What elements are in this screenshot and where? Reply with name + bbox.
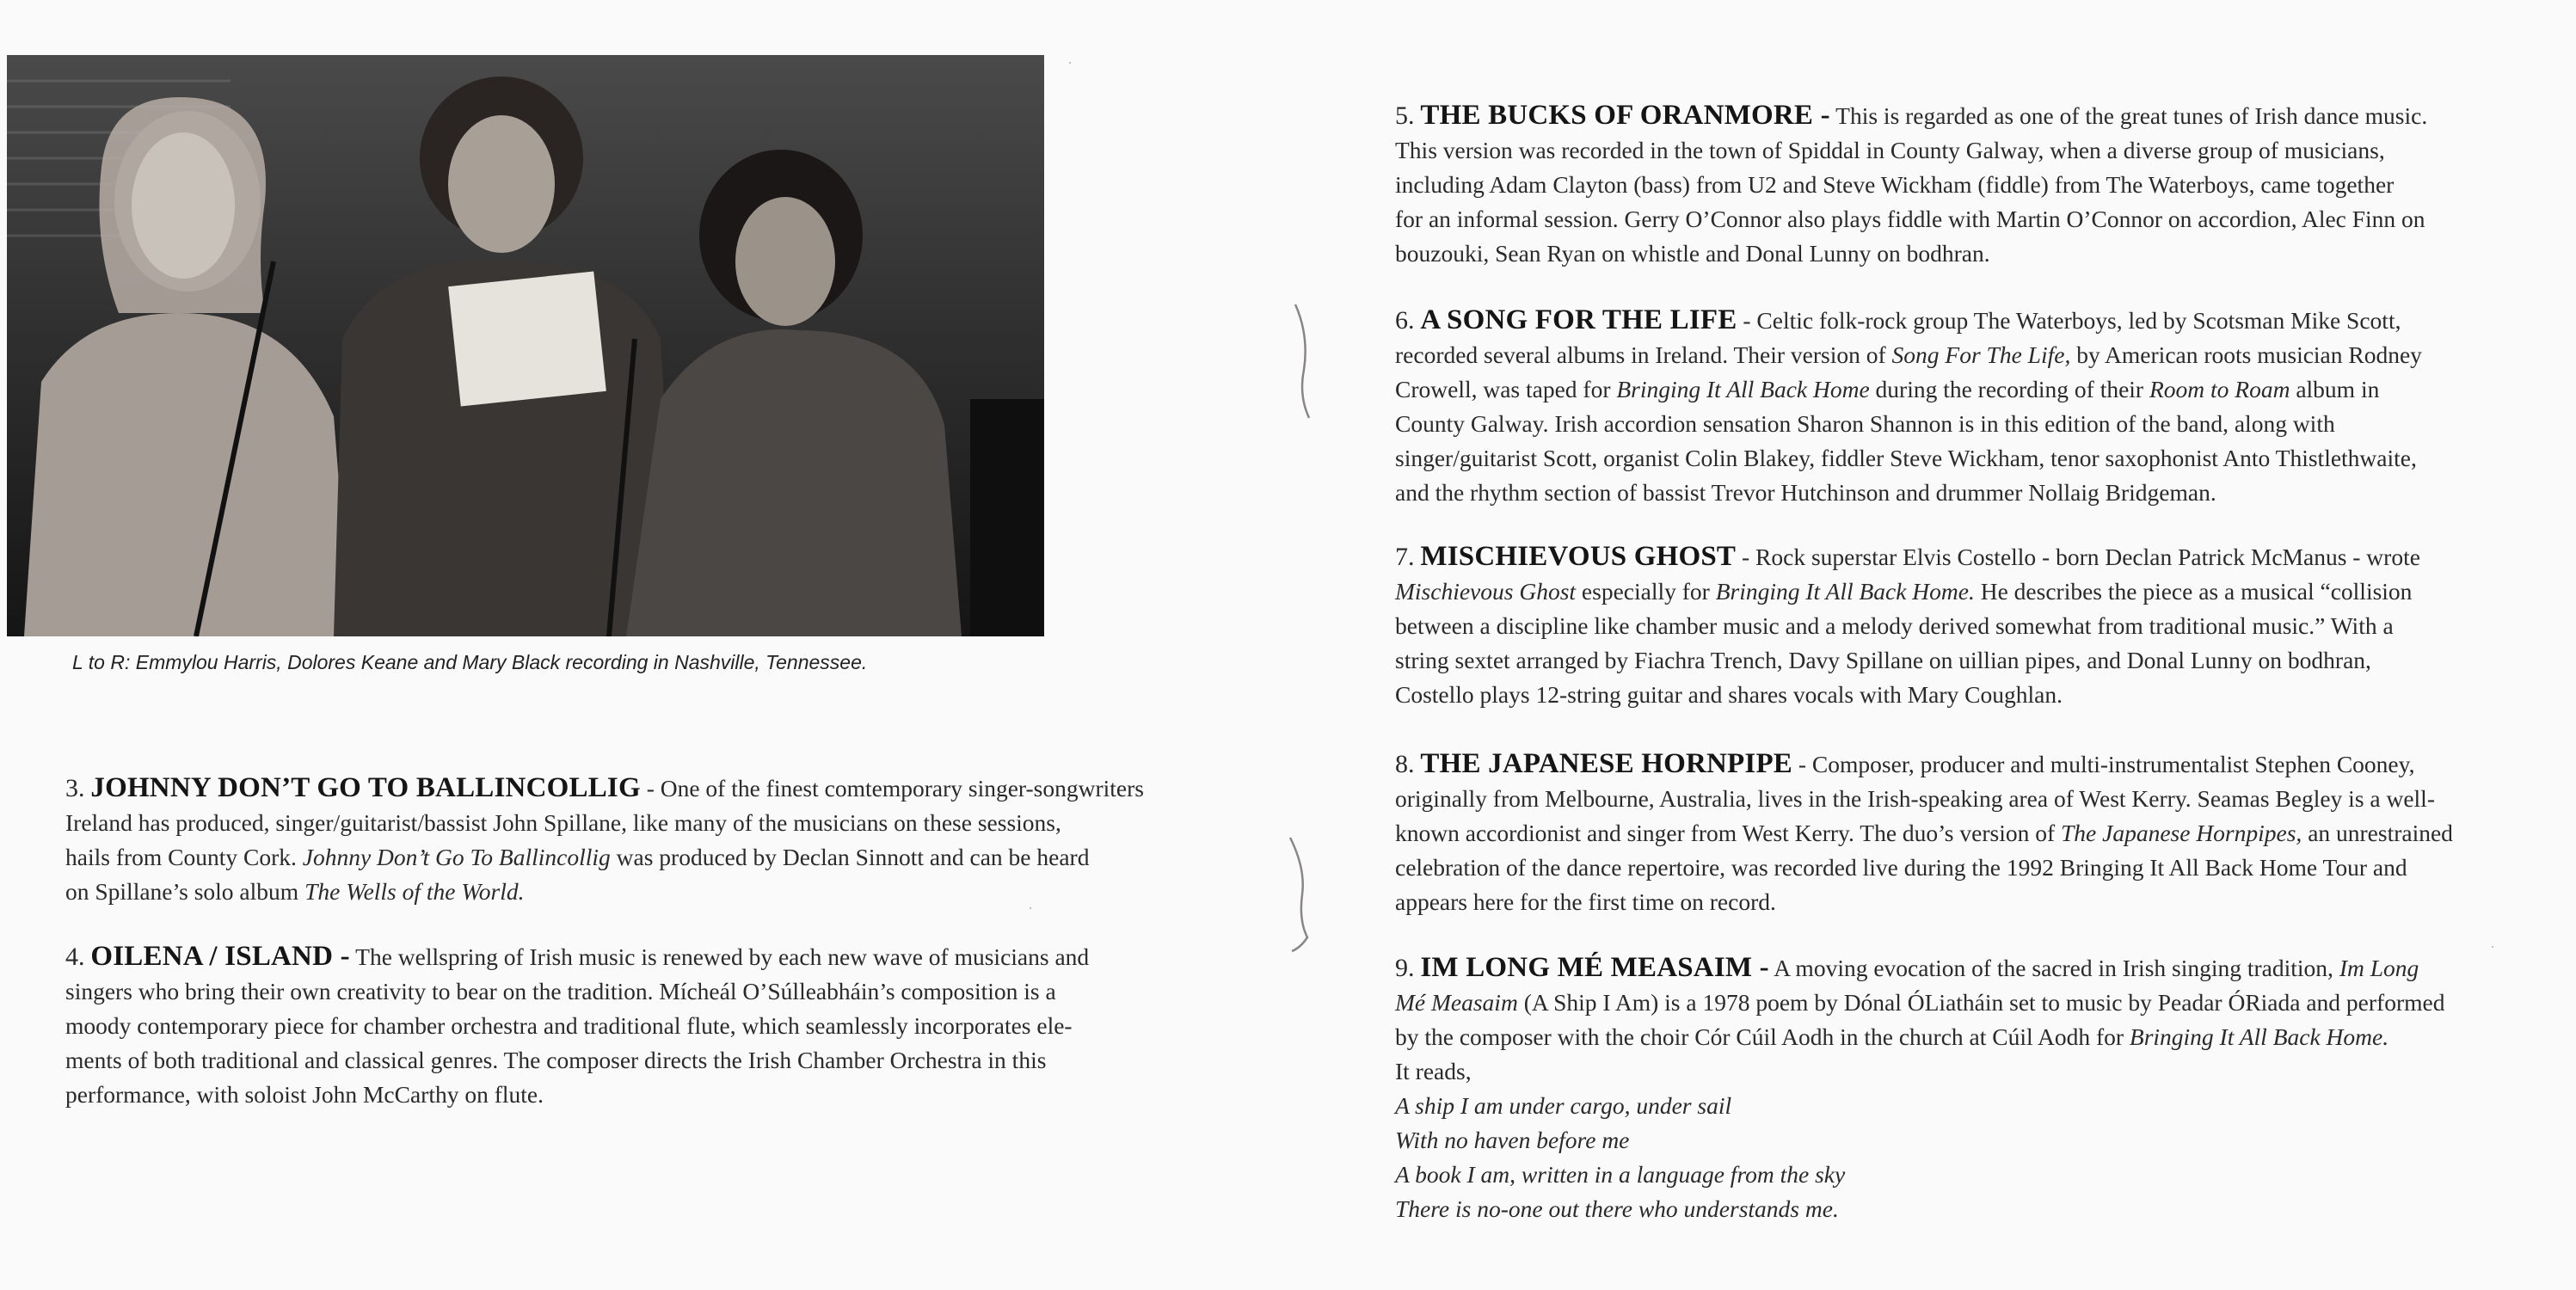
entry-text	[65, 974, 1218, 1009]
entry-line: singers who bring their own creativity to bear on the tradition. Mícheál O’Súlleabháin’s composition is a	[65, 978, 1056, 1004]
entry-text	[1395, 168, 2548, 202]
track-number: 9.	[1395, 954, 1415, 982]
entry-line: The wellspring of Irish music is renewed by each new wave of musicians and	[349, 943, 1090, 970]
entry-text	[1395, 407, 2548, 441]
entry-line: and the rhythm section of bassist Trevor Hutchinson and drummer Nollaig Bridgeman.	[1395, 479, 2216, 506]
entry-text	[1395, 98, 2548, 133]
fold-mark	[1290, 301, 1316, 421]
entry-line: by the composer with the choir Cór Cúil Aodh in the church at Cúil Aodh for	[1395, 1023, 2130, 1050]
entry-text	[1395, 1020, 2548, 1054]
entry-line: Ireland has produced, singer/guitarist/bassist John Spillane, like many of the musicians on these sessions,	[65, 809, 1061, 836]
entry-text	[65, 939, 1218, 974]
entry-line: bouzouki, Sean Ryan on whistle and Donal Lunny on bodhran.	[1395, 240, 1990, 267]
poem	[1395, 1089, 2548, 1226]
entry-text	[1395, 609, 2548, 643]
entry-italic: Room to Roam	[2149, 376, 2290, 402]
track-title: THE JAPANESE HORNPIPE	[1420, 748, 1793, 779]
entry-text	[1395, 746, 2548, 782]
track-entry-4	[65, 939, 1218, 1112]
entry-line: - Composer, producer and multi-instrumentalist Stephen Cooney,	[1792, 751, 2415, 777]
entry-text	[65, 771, 1218, 806]
entry-line: especially for	[1576, 578, 1716, 605]
entry-italic: Im Long	[2339, 955, 2419, 981]
entry-italic: Johnny Don’t Go To Ballincollig	[302, 844, 611, 870]
entry-text	[65, 1009, 1218, 1043]
entry-text	[1395, 816, 2548, 851]
entry-text	[1395, 643, 2548, 678]
entry-line: celebration of the dance repertoire, was recorded live during the 1992 Bringing It All Back Home Tour and	[1395, 854, 2407, 881]
track-number: 8.	[1395, 750, 1415, 778]
entry-text	[1395, 950, 2548, 986]
entry-text	[1395, 574, 2548, 609]
entry-line: during the recording of their	[1869, 376, 2149, 402]
entry-italic: The Japanese Hornpipes,	[2061, 820, 2302, 846]
poem-line: With no haven before me	[1395, 1127, 1630, 1153]
entry-text	[1395, 236, 2548, 271]
paper-speck	[1030, 907, 1031, 909]
paper-speck	[2492, 946, 2493, 948]
entry-italic: Bringing It All Back Home.	[2129, 1023, 2389, 1050]
track-entry-6	[1395, 303, 2548, 510]
poem-line: A book I am, written in a language from the sky	[1395, 1161, 1846, 1188]
entry-line: on Spillane’s solo album	[65, 878, 305, 905]
entry-text	[1395, 539, 2548, 574]
entry-line: singer/guitarist Scott, organist Colin Blakey, fiddler Steve Wickham, tenor saxophonist Anto Thistlethwaite,	[1395, 445, 2417, 471]
entry-line: ments of both traditional and classical genres. The composer directs the Irish Chamber Orchestra in this	[65, 1047, 1047, 1073]
track-title: IM LONG MÉ MEASAIM -	[1420, 952, 1769, 983]
entry-line: by American roots musician Rodney	[2070, 341, 2422, 368]
track-entry-8	[1395, 746, 2548, 919]
entry-text	[65, 806, 1218, 840]
track-title: THE BUCKS OF ORANMORE -	[1420, 100, 1830, 131]
entry-text	[1395, 885, 2548, 919]
entry-line: known accordionist and singer from West Kerry. The duo’s version of	[1395, 820, 2061, 846]
entry-line: including Adam Clayton (bass) from U2 and Steve Wickham (fiddle) from The Waterboys, came together	[1395, 171, 2395, 198]
entry-line: Crowell, was taped for	[1395, 376, 1617, 402]
entry-line: between a discipline like chamber music and a melody derived somewhat from traditional music.” With a	[1395, 612, 2394, 639]
paper-speck	[1069, 62, 1071, 64]
track-number: 4.	[65, 943, 85, 971]
entry-text	[1395, 986, 2548, 1020]
track-title: MISCHIEVOUS GHOST	[1420, 541, 1737, 572]
entry-text	[1395, 338, 2548, 372]
entry-line: He describes the piece as a musical “collision	[1974, 578, 2413, 605]
track-title: A SONG FOR THE LIFE	[1420, 304, 1737, 335]
track-entry-3	[65, 771, 1218, 909]
entry-text	[1395, 133, 2548, 168]
fold-mark	[1287, 834, 1313, 955]
entry-line: recorded several albums in Ireland. Their version of	[1395, 341, 1892, 368]
photo-illustration	[7, 55, 1044, 636]
poem-line: A ship I am under cargo, under sail	[1395, 1092, 1732, 1119]
entry-italic: Bringing It All Back Home	[1616, 376, 1870, 402]
entry-line: (A Ship I Am) is a 1978 poem by Dónal ÓLiatháin set to music by Peadar ÓRiada and performed	[1517, 989, 2445, 1016]
entry-line: This is regarded as one of the great tunes of Irish dance music.	[1829, 102, 2428, 129]
entry-text	[1395, 678, 2548, 712]
entry-text	[1395, 782, 2548, 816]
track-number: 7.	[1395, 543, 1415, 571]
entry-line: originally from Melbourne, Australia, lives in the Irish-speaking area of West Kerry. Seamas Begley is a well-	[1395, 785, 2435, 812]
entry-line: for an informal session. Gerry O’Connor also plays fiddle with Martin O’Connor on accordion, Alec Finn on	[1395, 206, 2425, 232]
entry-text	[1395, 441, 2548, 476]
entry-line: - Celtic folk-rock group The Waterboys, led by Scotsman Mike Scott,	[1737, 307, 2401, 334]
entry-text	[1395, 303, 2548, 338]
track-number: 5.	[1395, 101, 1415, 130]
recording-session-photo	[7, 55, 1044, 636]
entry-line: - Rock superstar Elvis Costello - born Declan Patrick McManus - wrote	[1736, 544, 2420, 570]
entry-line: moody contemporary piece for chamber orchestra and traditional flute, which seamlessly incorporates ele-	[65, 1012, 1073, 1039]
track-number: 6.	[1395, 306, 1415, 335]
entry-line: hails from County Cork.	[65, 844, 303, 870]
entry-italic: The Wells of the World.	[304, 878, 525, 905]
entry-text	[1395, 851, 2548, 885]
entry-italic: Mé Measaim	[1395, 989, 1518, 1016]
entry-line: It reads,	[1395, 1058, 1472, 1084]
entry-italic: Song For The Life,	[1891, 341, 2071, 368]
entry-text	[1395, 1054, 2548, 1089]
entry-text	[1395, 476, 2548, 510]
entry-text	[1395, 372, 2548, 407]
right-page	[1288, 0, 2576, 1290]
track-number: 3.	[65, 774, 85, 802]
entry-line: was produced by Declan Sinnott and can be heard	[610, 844, 1090, 870]
poem-line: There is no-one out there who understands me.	[1395, 1195, 1839, 1222]
track-entry-9	[1395, 950, 2548, 1226]
entry-text	[65, 875, 1218, 909]
entry-italic: Mischievous Ghost	[1395, 578, 1577, 605]
entry-text	[65, 1078, 1218, 1112]
track-title: JOHNNY DON’T GO TO BALLINCOLLIG	[90, 772, 641, 803]
photo-caption: L to R: Emmylou Harris, Dolores Keane and Mary Black recording in Nashville, Tennessee.	[72, 651, 868, 673]
entry-line: string sextet arranged by Fiachra Trench, Davy Spillane on uillian pipes, and Donal Lunny on bodhran,	[1395, 647, 2371, 673]
track-entry-7	[1395, 539, 2548, 712]
entry-line: appears here for the first time on record.	[1395, 888, 1776, 915]
entry-line: performance, with soloist John McCarthy on flute.	[65, 1081, 544, 1108]
track-title: OILENA / ISLAND -	[90, 941, 350, 972]
entry-line: This version was recorded in the town of Spiddal in County Galway, when a diverse group of musicians,	[1395, 137, 2385, 163]
entry-line: album in	[2290, 376, 2380, 402]
entry-text	[1395, 202, 2548, 236]
entry-line: an unrestrained	[2302, 820, 2453, 846]
entry-line: A moving evocation of the sacred in Irish singing tradition,	[1768, 955, 2339, 981]
entry-line: Costello plays 12-string guitar and shares vocals with Mary Coughlan.	[1395, 681, 2063, 708]
entry-line: County Galway. Irish accordion sensation Sharon Shannon is in this edition of the band, along with	[1395, 410, 2335, 437]
entry-text	[65, 1043, 1218, 1078]
entry-line: - One of the finest comtemporary singer-songwriters	[640, 775, 1144, 802]
entry-text	[65, 840, 1218, 875]
entry-italic: Bringing It All Back Home.	[1715, 578, 1975, 605]
track-entry-5	[1395, 98, 2548, 271]
